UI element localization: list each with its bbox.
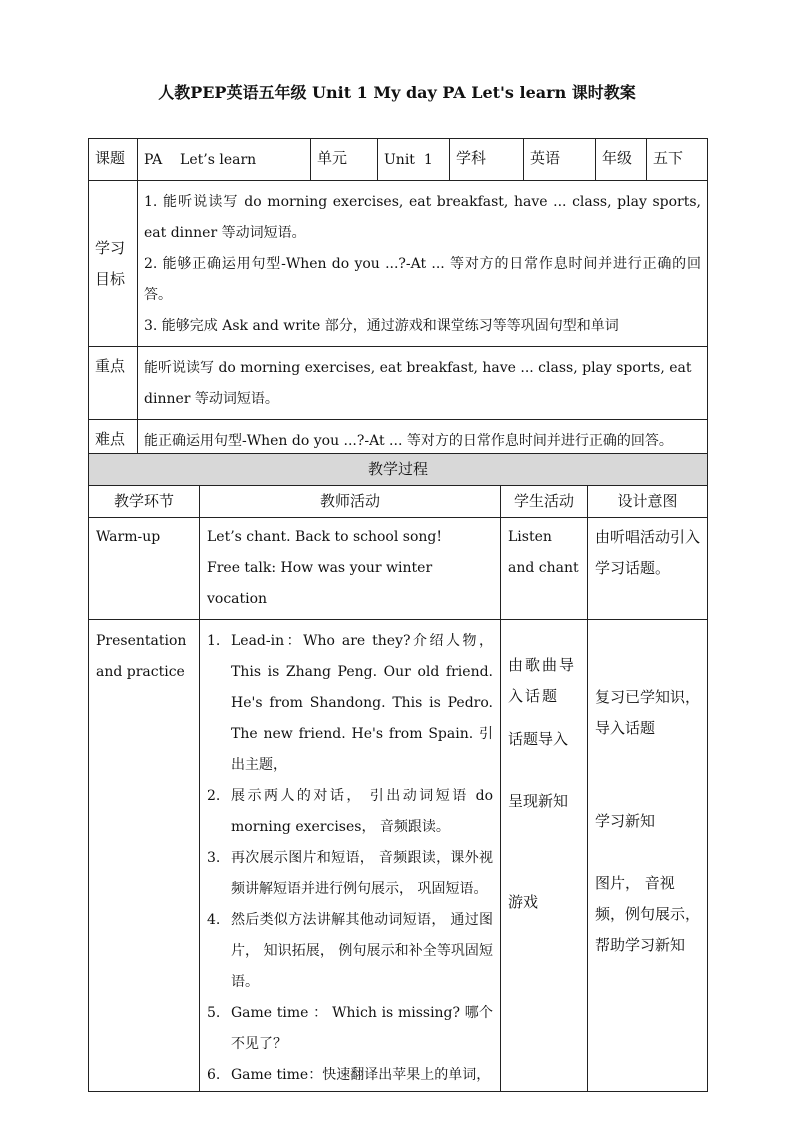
- step-number: 6.: [207, 1067, 221, 1083]
- step-number: 1.: [207, 633, 221, 649]
- step-text: 再次展示图片和短语， 音频跟读，课外视频讲解短语并进行例句展示， 巩固短语。: [231, 850, 493, 897]
- step-text: Game time：快速翻译出苹果上的单词，: [231, 1067, 491, 1083]
- step-number: 5.: [207, 1005, 221, 1021]
- topic-value: PA Let’s learn: [138, 139, 311, 181]
- teaching-process-table: [88, 453, 708, 1092]
- key-points-row: [89, 347, 708, 420]
- lesson-info-table: [88, 138, 708, 462]
- header-teacher: 教师活动: [200, 486, 501, 518]
- key-points-text: 能听说读写 do morning exercises, eat breakfast, have ... class, play sports, eat dinner 等动词短语。: [138, 347, 708, 420]
- warmup-teacher: [200, 518, 501, 620]
- difficulties-text: 能正确运用句型-When do you ...?-At ... 等对方的日常作息时间并进行正确的回答。: [138, 420, 708, 462]
- info-row: [89, 139, 708, 181]
- student-activity: 呈现新知: [508, 792, 569, 810]
- objective-item: 3. 能够完成 Ask and write 部分，通过游戏和课堂练习等等巩固句型和单词: [144, 318, 619, 334]
- teacher-step: [207, 1060, 493, 1091]
- teacher-step: [207, 905, 493, 998]
- teacher-step: [207, 781, 493, 843]
- warmup-student: Listen and chant: [501, 518, 588, 620]
- design-intent: 复习已学知识，导入话题: [595, 688, 701, 737]
- presentation-intent: [588, 620, 708, 1092]
- teacher-step: [207, 843, 493, 905]
- step-number: 3.: [207, 850, 221, 866]
- page-title: 人教PEP英语五年级 Unit 1 My day PA Let's learn 课时教案: [158, 83, 636, 102]
- objectives-label: 学习目标: [89, 181, 138, 347]
- objective-item: 1. 能听说读写 do morning exercises, eat breakfast, have ... class, play sports, eat dinner 等动词短语。: [144, 194, 701, 241]
- subject-label: 学科: [450, 139, 524, 181]
- warmup-stage: Warm-up: [89, 518, 200, 620]
- step-number: 4.: [207, 912, 221, 928]
- step-text: Lead-in：Who are they?介绍人物，This is Zhang Peng. Our old friend. He's from Shandong. This is Pedro. The new friend. He's from Spain. 引出主题，: [231, 633, 493, 773]
- unit-value: Unit 1: [378, 139, 450, 181]
- step-text: 展示两人的对话， 引出动词短语 do morning exercises， 音频跟读。: [231, 788, 493, 835]
- teacher-step: [207, 998, 493, 1060]
- step-text: 然后类似方法讲解其他动词短语， 通过图片， 知识拓展， 例句展示和补全等巩固短语。: [231, 912, 493, 990]
- subject-value: 英语: [524, 139, 596, 181]
- objectives-content: [138, 181, 708, 347]
- process-band: 教学过程: [89, 454, 708, 486]
- presentation-row: [89, 620, 708, 1092]
- difficulties-label: 难点: [89, 420, 138, 462]
- presentation-student: [501, 620, 588, 1092]
- header-student: 学生活动: [501, 486, 588, 518]
- grade-label: 年级: [596, 139, 647, 181]
- design-intent: 图片， 音视频，例句展示， 帮助学习新知: [595, 874, 701, 954]
- step-number: 2.: [207, 788, 221, 804]
- process-header-row: [89, 486, 708, 518]
- student-activity: 游戏: [508, 893, 539, 911]
- warmup-intent: 由听唱活动引入学习话题。: [588, 518, 708, 620]
- student-activity: 话题导入: [508, 730, 569, 748]
- header-stage: 教学环节: [89, 486, 200, 518]
- warmup-row: [89, 518, 708, 620]
- warmup-teacher-line: Let’s chant. Back to school song!: [207, 529, 442, 545]
- process-band-row: [89, 454, 708, 486]
- step-text: Game time ： Which is missing? 哪个不见了？: [231, 1005, 493, 1052]
- unit-label: 单元: [311, 139, 378, 181]
- teacher-steps-list: [207, 626, 493, 1091]
- teacher-step: [207, 626, 493, 781]
- grade-value: 五下: [647, 139, 708, 181]
- warmup-teacher-line: Free talk: How was your winter vocation: [207, 560, 433, 607]
- header-intent: 设计意图: [588, 486, 708, 518]
- presentation-teacher: [200, 620, 501, 1092]
- objectives-row: [89, 181, 708, 347]
- student-activity: 由歌曲导入话题: [508, 656, 577, 705]
- objective-item: 2. 能够正确运用句型-When do you ...?-At ... 等对方的日常作息时间并进行正确的回答。: [144, 256, 701, 303]
- design-intent: 学习新知: [595, 812, 656, 830]
- key-points-label: 重点: [89, 347, 138, 420]
- topic-label: 课题: [89, 139, 138, 181]
- presentation-stage: Presentation and practice: [89, 620, 200, 1092]
